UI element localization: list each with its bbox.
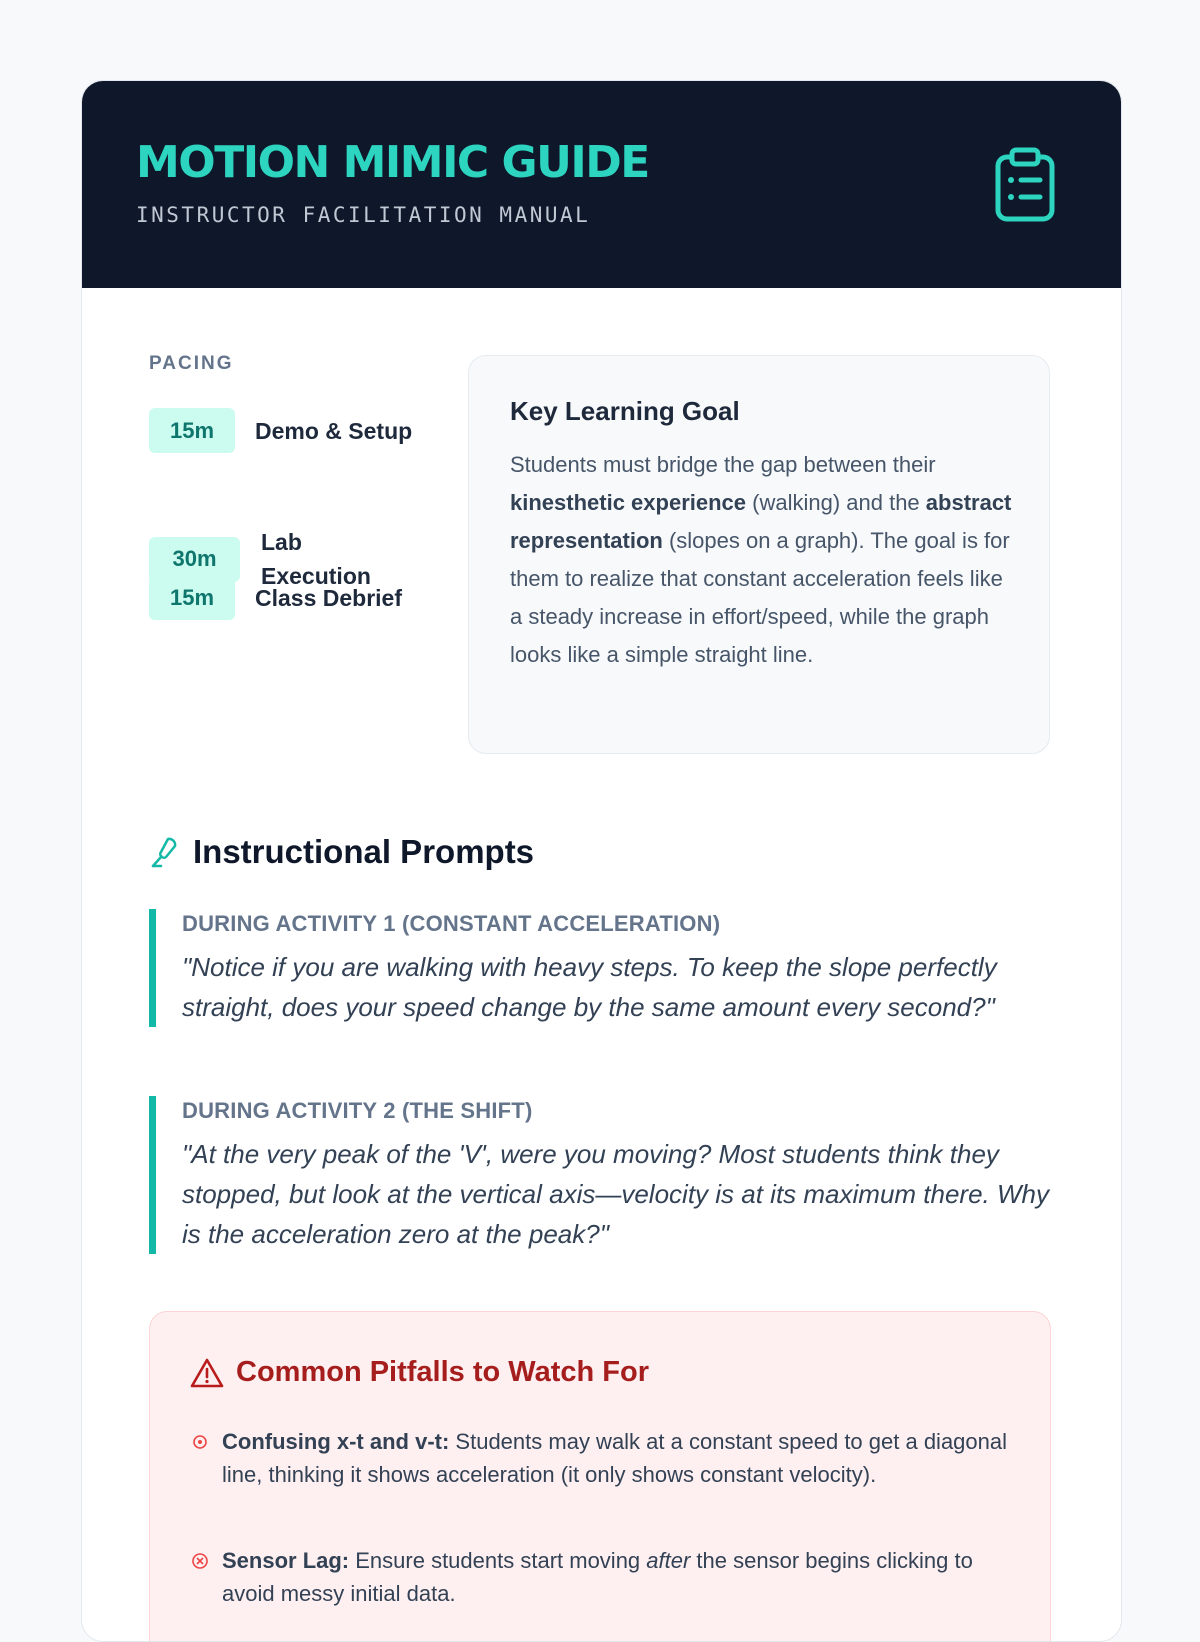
pitfalls-title: Common Pitfalls to Watch For bbox=[236, 1356, 649, 1388]
goal-emphasis: kinesthetic experience bbox=[510, 490, 747, 515]
goal-text-part: (slopes on a graph). The goal is for them to realize that constant acceleration feels like a steady increase in effort/speed, while the graph looks like a simple straight line. bbox=[510, 528, 1010, 667]
page-title: MOTION MIMIC GUIDE bbox=[136, 137, 649, 188]
duration-badge: 15m bbox=[149, 575, 235, 620]
pacing-item-debrief bbox=[149, 575, 402, 620]
pitfall-term: Confusing x-t and v-t: bbox=[222, 1429, 450, 1454]
pacing-item-label: Class Debrief bbox=[255, 584, 403, 611]
pacing-item-label: Lab Execution bbox=[261, 529, 371, 589]
key-learning-goal-panel bbox=[468, 355, 1050, 754]
pacing-label: PACING bbox=[149, 353, 234, 374]
duration-badge: 30m bbox=[149, 537, 240, 582]
goal-text bbox=[510, 446, 1015, 674]
clipboard-list-icon bbox=[994, 147, 1056, 223]
warning-triangle-icon bbox=[190, 1357, 224, 1389]
pitfall-description: Students may walk at a constant speed to get a diagonal line, thinking it shows acceleration (it only shows constant velocity). bbox=[222, 1429, 1008, 1487]
pacing-item-label: Demo & Setup bbox=[255, 417, 413, 444]
pitfall-text bbox=[222, 1544, 1010, 1610]
pitfalls-panel bbox=[149, 1311, 1051, 1642]
pitfall-item bbox=[190, 1544, 1010, 1610]
prompts-title: Instructional Prompts bbox=[193, 833, 535, 870]
microphone-icon bbox=[149, 835, 179, 869]
pitfall-emphasis: after bbox=[646, 1548, 691, 1573]
pacing-item-demo bbox=[149, 408, 412, 453]
goal-text-part: (walking) and the bbox=[746, 490, 926, 515]
page-subtitle: INSTRUCTOR FACILITATION MANUAL bbox=[136, 203, 591, 227]
goal-title: Key Learning Goal bbox=[510, 396, 740, 426]
pitfall-description: Ensure students start moving bbox=[349, 1548, 647, 1573]
duration-badge: 15m bbox=[149, 408, 235, 453]
pitfall-term: Sensor Lag: bbox=[222, 1548, 350, 1573]
prompts-heading bbox=[149, 833, 534, 871]
prompt-activity-2 bbox=[149, 1096, 1053, 1254]
header bbox=[82, 81, 1121, 288]
prompt-activity-1 bbox=[149, 909, 1053, 1027]
x-circle-icon bbox=[190, 1432, 210, 1452]
pitfall-text bbox=[222, 1425, 1010, 1491]
guide-card bbox=[81, 80, 1122, 1642]
prompt-label: DURING ACTIVITY 2 (THE SHIFT) bbox=[182, 1098, 533, 1123]
prompt-quote: "Notice if you are walking with heavy steps. To keep the slope perfectly straight, does your speed change by the same amount every second?" bbox=[182, 952, 997, 1022]
prompt-quote: "At the very peak of the 'V', were you moving? Most students think they stopped, but look at the vertical axis—velocity is at its maximum there. Why is the acceleration zero at the peak?" bbox=[182, 1139, 1050, 1249]
pitfalls-heading bbox=[190, 1356, 649, 1389]
pitfall-item bbox=[190, 1425, 1010, 1491]
prompt-label: DURING ACTIVITY 1 (CONSTANT ACCELERATION) bbox=[182, 911, 721, 936]
goal-emphasis: abstract representation bbox=[510, 490, 1012, 553]
goal-text-part: Students must bridge the gap between their bbox=[510, 452, 936, 477]
pitfall-description: the sensor begins clicking to avoid messy initial data. bbox=[222, 1548, 973, 1606]
x-circle-icon bbox=[190, 1551, 210, 1571]
